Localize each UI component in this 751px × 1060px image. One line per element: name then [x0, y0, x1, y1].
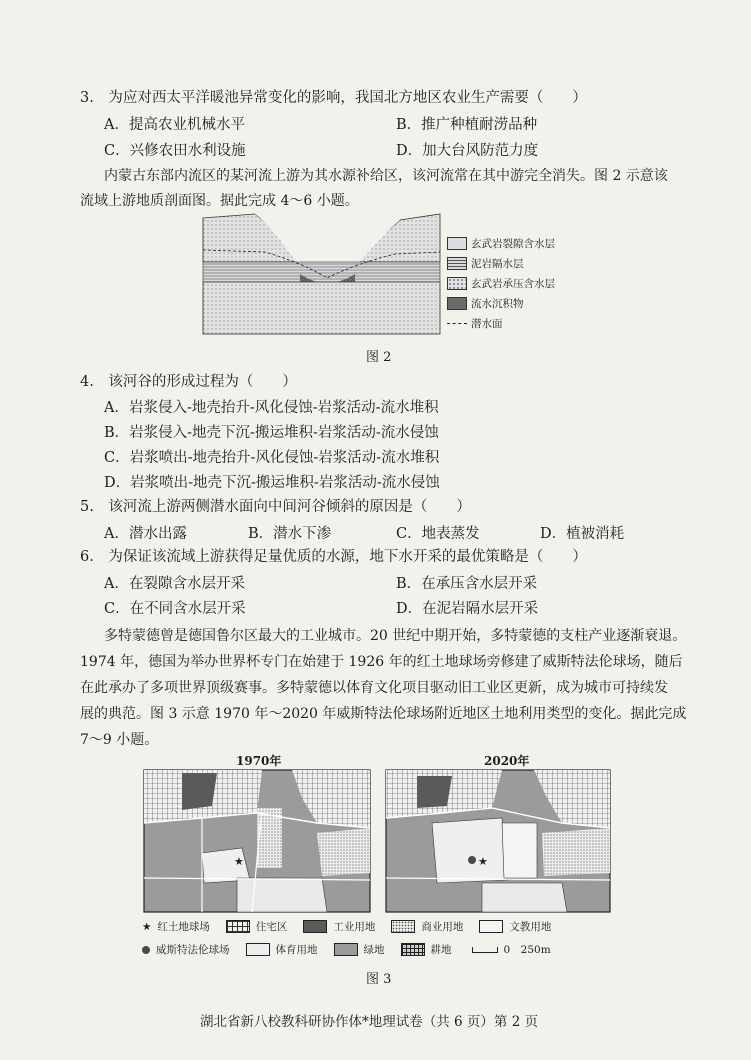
q6-stem: 6. 为保证该流域上游获得足量优质的水源，地下水开采的最优策略是（ ）: [80, 549, 587, 565]
legend-swatch-industrial: [303, 920, 327, 933]
q4-option-c[interactable]: C．岩浆喷出-地壳抬升-风化侵蚀-岩浆活动-流水堆积: [104, 450, 440, 466]
legend-label-farmland: 耕地: [430, 944, 452, 956]
legend-label-residential: 住宅区: [255, 921, 288, 933]
legend-label-commercial: 商业用地: [421, 921, 464, 933]
fig3-legend-row2: [142, 942, 551, 957]
legend-swatch-confined: [447, 277, 467, 290]
fig2-legend-label-4: 流水沉积物: [471, 297, 524, 310]
fig3-caption: 图 3: [366, 972, 392, 987]
legend-swatch-mudstone: [447, 257, 467, 270]
legend-dot-icon: [142, 946, 150, 954]
legend-label-culture: 文教用地: [509, 921, 552, 933]
passage2-line1: 内蒙古东部内流区的某河流上游为其水源补给区，该河流常在其中游完全消失。图 2 示意该: [104, 168, 668, 184]
legend-swatch-sports: [246, 943, 270, 956]
q6-option-b[interactable]: B．在承压含水层开采: [396, 576, 538, 592]
legend-label-industrial: 工业用地: [333, 921, 376, 933]
marker-westfalen-stadium-2020: [468, 856, 476, 864]
fig2-legend: [447, 233, 555, 333]
passage3-line5: 7～9 小题。: [80, 732, 159, 748]
map-1970: [144, 770, 370, 912]
fig2-mudstone-layer: [203, 262, 440, 282]
q4-option-d[interactable]: D．岩浆喷出-地壳下沉-搬运堆积-岩浆活动-流水侵蚀: [104, 475, 440, 491]
q3-option-d[interactable]: D．加大台风防范力度: [396, 143, 539, 159]
legend-label-red-stadium: 红土地球场: [157, 921, 210, 933]
passage3-line4: 展的典范。图 3 示意 1970 年～2020 年威斯特法伦球场附近地区土地利用类型的变化。据此完成: [80, 706, 687, 722]
map-2020: [386, 770, 610, 912]
q3-option-b[interactable]: B．推广种植耐涝品种: [396, 117, 538, 133]
fig3-title-1970: 1970年: [236, 754, 282, 768]
passage2-line2: 流域上游地质剖面图。据此完成 4～6 小题。: [80, 193, 359, 209]
q4-stem: 4. 该河谷的形成过程为（ ）: [80, 374, 297, 390]
legend-label-sports: 体育用地: [275, 944, 318, 956]
fig3-legend-row1: [142, 919, 551, 934]
q3-option-a[interactable]: A．提高农业机械水平: [104, 117, 245, 133]
legend-swatch-culture: [479, 920, 503, 933]
marker-red-stadium-1970: ★: [234, 855, 244, 868]
q3-stem: 3. 为应对西太平洋暖池异常变化的影响，我国北方地区农业生产需要（ ）: [80, 90, 587, 106]
scale-label: 0 250m: [503, 944, 551, 956]
scale-bar: [472, 947, 498, 953]
legend-label-westfalen: 威斯特法伦球场: [156, 944, 230, 956]
passage3-line3: 在此承办了多项世界顶级赛事。多特蒙德以体育文化项目驱动旧工业区更新，成为城市可持续发: [80, 680, 668, 696]
legend-label-green: 绿地: [363, 944, 385, 956]
fig3-maps: [142, 768, 612, 914]
legend-swatch-watertable: [447, 323, 467, 324]
passage3-line1: 多特蒙德曾是德国鲁尔区最大的工业城市。20 世纪中期开始，多特蒙德的支柱产业逐渐衰退。: [104, 628, 687, 644]
legend-swatch-commercial: [391, 920, 415, 933]
legend-swatch-farmland: [401, 943, 425, 956]
marker-red-stadium-2020: ★: [478, 855, 488, 868]
page-footer: 湖北省新八校教科研协作体*地理试卷（共 6 页）第 2 页: [200, 1014, 539, 1030]
q5-option-d[interactable]: D．植被消耗: [540, 526, 625, 542]
fig2-confined-aquifer: [203, 282, 440, 334]
fig2-legend-label-1: 玄武岩裂隙含水层: [471, 237, 555, 250]
passage3-line2: 1974 年，德国为举办世界杯专门在始建于 1926 年的红土地球场旁修建了威斯特法伦球场，随后: [80, 654, 683, 670]
fig3-title-2020: 2020年: [484, 754, 530, 768]
q6-option-c[interactable]: C．在不同含水层开采: [104, 601, 246, 617]
legend-swatch-residential: [226, 920, 250, 933]
q3-option-c[interactable]: C．兴修农田水利设施: [104, 143, 246, 159]
fig2-legend-label-5: 潜水面: [471, 317, 503, 330]
q4-option-a[interactable]: A．岩浆侵入-地壳抬升-风化侵蚀-岩浆活动-流水堆积: [104, 400, 439, 416]
fig2-geologic-section: [195, 212, 445, 342]
legend-star-icon: ★: [142, 920, 152, 933]
q5-option-b[interactable]: B．潜水下渗: [248, 526, 332, 542]
q4-option-b[interactable]: B．岩浆侵入-地壳下沉-搬运堆积-岩浆活动-流水侵蚀: [104, 425, 439, 441]
q6-option-d[interactable]: D．在泥岩隔水层开采: [396, 601, 539, 617]
fig2-legend-label-2: 泥岩隔水层: [471, 257, 524, 270]
q5-option-c[interactable]: C．地表蒸发: [396, 526, 480, 542]
q5-option-a[interactable]: A．潜水出露: [104, 526, 187, 542]
fig2-legend-label-3: 玄武岩承压含水层: [471, 277, 555, 290]
legend-swatch-sediment: [447, 297, 467, 310]
fig2-caption: 图 2: [366, 350, 392, 365]
q5-stem: 5. 该河流上游两侧潜水面向中间河谷倾斜的原因是（ ）: [80, 499, 471, 515]
q6-option-a[interactable]: A．在裂隙含水层开采: [104, 576, 245, 592]
legend-swatch-green: [334, 943, 358, 956]
legend-swatch-fractured: [447, 237, 467, 250]
